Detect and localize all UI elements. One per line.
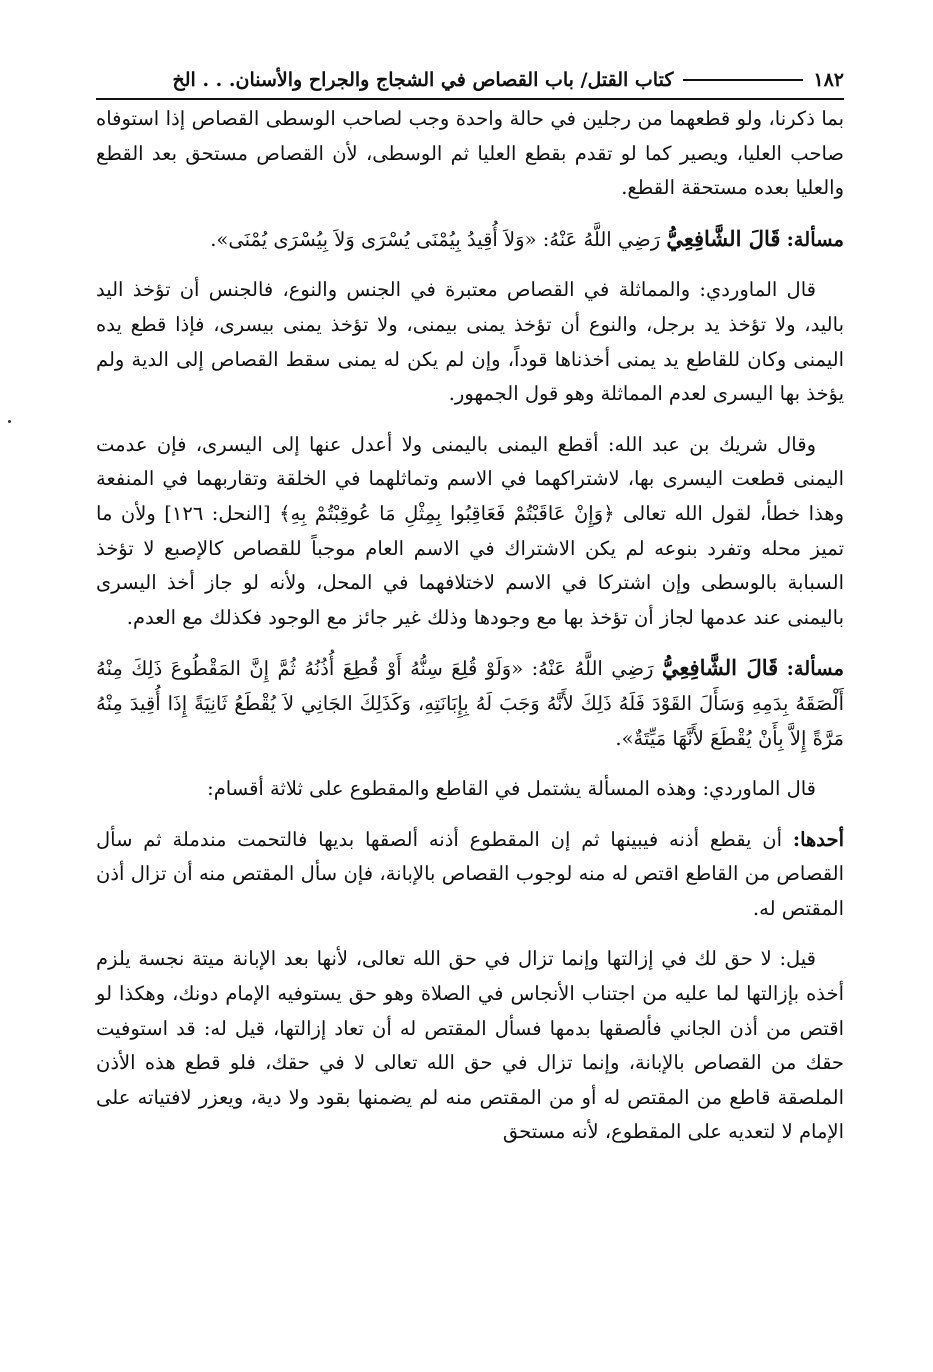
mawardi-paragraph: [96, 772, 844, 807]
paragraph-text: قال الماوردي: والمماثلة في القصاص معتبرة في الجنس والنوع، فالجنس أن تؤخذ اليد باليد، ولا تؤخذ يد برجل، والنوع أن تؤخذ يمنى بيمنى، ولا تؤخذ يمنى بيسرى، فإذا قطع يده اليمنى وكان للقاطع يد يمنى أخذناها قوداً، وإن لم يكن له يمنى سقط القصاص إلى الدية ولم يؤخذ بها اليسرى لعدم المماثلة وهو قول الجمهور.: [96, 278, 844, 406]
paragraph-text: قيل: لا حق لك في إزالتها وإنما تزال في حق الله تعالى، لأنها بعد الإبانة ميتة نجسة يلزم أخذه بإزالتها لما عليه من اجتناب الأنجاس في الصلاة وهو حق يستوفيه الإمام دونك، وهكذا لو اقتص من أذن الجاني فألصقها بدمها فسأل المقتص له أن تعاد إزالتها، قيل له: قد استوفيت حقك من القصاص بالإبانة، وإنما تزال في حق الله تعالى لا في حقك، فلو قطع هذه الأذن الملصقة قاطع من المقتص له أو من المقتص منه لم يضمنها بقود ولا دية، ويعزر لافتياته على الإمام لا لتعديه على المقطوع، لأنه مستحق: [96, 947, 844, 1144]
mawardi-paragraph: [96, 273, 844, 411]
shafii-name: قَالَ الشَّافِعِيُّ: [666, 225, 781, 251]
first-division-paragraph: [96, 823, 844, 927]
scan-speck: [8, 420, 11, 423]
masala-heading: [96, 651, 844, 756]
division-label: أحدها:: [792, 827, 845, 851]
paragraph-text: أن يقطع أذنه فيبينها ثم إن المقطوع أذنه ألصقها بديها فالتحمت مندملة ثم سأل القصاص من القاطع اقتص له منه لوجوب القصاص بالإبانة، فإن سأل المقتص منه أن تزال أذن المقتص له.: [96, 827, 844, 920]
qil-paragraph: [96, 942, 844, 1150]
masala-label: مسألة:: [786, 227, 844, 251]
page-body: [96, 102, 844, 1150]
paragraph-text: بما ذكرنا، ولو قطعهما من رجلين في حالة واحدة وجب لصاحب الوسطى القصاص إذا استوفاه صاحب العليا، ويصير كما لو تقدم بقطع العليا ثم الوسطى، لأن القصاص مستحق بعد القطع والعليا بعده مستحقة القطع.: [96, 107, 844, 200]
book-page: [96, 62, 844, 1166]
masala-label: مسألة:: [786, 657, 845, 681]
masala-heading: [96, 222, 844, 258]
page-number: ١٨٢: [813, 69, 844, 91]
paragraph-text: قال الماوردي: وهذه المسألة يشتمل في القاطع والمقطوع على ثلاثة أقسام:: [207, 777, 816, 801]
sharik-paragraph: [96, 428, 844, 636]
shafii-quote: رَضِي اللَّهُ عَنْهُ: «وَلَوْ قُلِعَ سِنُّهُ أَوْ قُطِعَ أُذُنُهُ ثُمَّ إِنَّ المَقْطُوعَ ذَلِكَ مِنْهُ أَلْصَقَهُ بِدَمِهِ وَسَأَلَ القَوْدَ فَلَهُ ذَلِكَ لأَنَّهُ وَجَبَ لَهُ بِإِبَانَتِهِ، وَكَذَلِكَ الجَانِي لاَ يُقْطَعُ ثَانِيَةً إِذَا أُقِيدَ مِنْهُ مَرَّةً إِلاَّ بِأَنْ يُقْطَعَ لأَنَّهَا مَيِّتَةٌ».: [96, 657, 844, 750]
shafii-name: قَالَ الشَّافِعِيُّ: [661, 655, 779, 681]
paragraph-text: وقال شريك بن عبد الله: أقطع اليمنى باليمنى ولا أعدل عنها إلى اليسرى، فإن عدمت اليمنى قطعت اليسرى بها، لاشتراكهما في الاسم وتماثلهما في الخلقة وتقاربهما في المنفعة وهذا خطأ، لقول الله تعالى ﴿وَإِنْ عَاقَبْتُمْ فَعَاقِبُوا بِمِثْلِ مَا عُوقِبْتُمْ بِهِ﴾ [النحل: ١٢٦] ولأن ما تميز محله وتفرد بنوعه لم يكن الاشتراك في الاسم العام موجباً للقصاص كالإصبع لا تؤخذ السبابة بالوسطى وإن اشتركا في الاسم لاختلافهما في المحل، ولأنه لو جاز أخذ اليسرى باليمنى عند عدمها لجاز أن تؤخذ بها مع وجودها وذلك غير جائز مع الوجود فكذلك مع العدم.: [96, 432, 845, 629]
header-rule: [683, 79, 803, 81]
shafii-quote: رَضِي اللَّهُ عَنْهُ: «وَلاَ أُقِيدُ بِيُمْنَى يُسْرَى وَلاَ بِيُسْرَى يُمْنَى».: [210, 227, 661, 251]
running-title: كتاب القتل/ باب القصاص في الشجاج والجراح والأسنان. . . الخ: [172, 69, 674, 91]
page-header: [96, 62, 844, 100]
paragraph-continuation: [96, 102, 844, 206]
